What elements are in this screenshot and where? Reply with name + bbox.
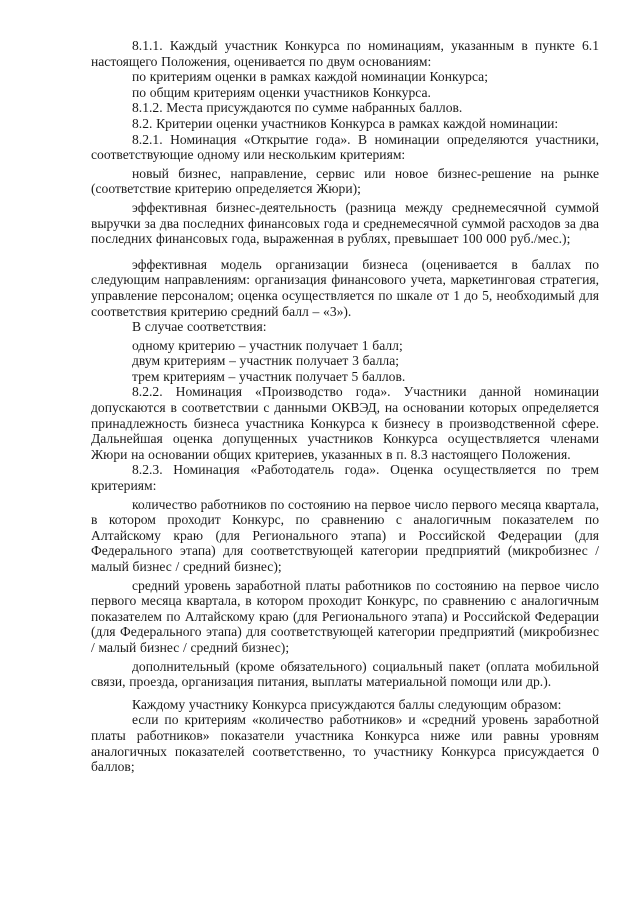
- paragraph-8-2-3: 8.2.3. Номинация «Работодатель года». Оценка осуществляется по трем критериям:: [91, 462, 599, 494]
- paragraph-8-1-2: 8.1.2. Места присуждаются по сумме набранных баллов.: [132, 100, 463, 116]
- effective-activity-criterion: эффективная бизнес-деятельность (разница между среднемесячной суммой выручки за два последних финансовых года и среднемесячной суммой расходов за два последних финансовых года, выраженная в рублях, превышает 100 000 руб./мес.);: [91, 199, 599, 247]
- new-business-criterion: новый бизнес, направление, сервис или новое бизнес-решение на рынке (соответствие критерию определяется Жюри);: [91, 165, 599, 197]
- document-body: [91, 38, 599, 775]
- paragraph-8-2-1: 8.2.1. Номинация «Открытие года». В номинации определяются участники, соответствующие одному или нескольким критериям:: [91, 131, 599, 163]
- paragraph-8-2-2: 8.2.2. Номинация «Производство года». Участники данной номинации допускаются в соответствии с данными ОКВЭД, на основании которых определяется принадлежность бизнеса участника Конкурса к бизнесу в производственной сфере. Дальнейшая оценка допущенных участников Конкурса осуществляется членами Жюри на основании общих критериев, указанных в п. 8.3 настоящего Положения.: [91, 384, 599, 462]
- scoring-intro: Каждому участнику Конкурса присуждаются баллы следующим образом:: [132, 696, 562, 712]
- employee-count-criterion: количество работников по состоянию на первое число первого месяца квартала, в котором проходит Конкурс, по сравнению с аналогичным показателем по Алтайскому краю (для Регионального этапа) и Российской Федерации (для Федерального этапа) для соответствующей категории предприятий (микробизнес / малый бизнес / средний бизнес);: [91, 496, 599, 574]
- compliance-intro: В случае соответствия:: [132, 319, 267, 335]
- two-criteria-score: двум критериям – участник получает 3 балла;: [132, 353, 400, 369]
- zero-points-rule: если по критериям «количество работников» и «средний уровень заработной платы работников» показатели участника Конкурса ниже или равны уровням аналогичных показателей соответственно, то участнику Конкурса присуждается 0 баллов;: [91, 712, 599, 775]
- general-criteria: по общим критериям оценки участников Конкурса.: [132, 84, 431, 100]
- paragraph-8-2: 8.2. Критерии оценки участников Конкурса в рамках каждой номинации:: [132, 115, 559, 131]
- paragraph-8-1-1: 8.1.1. Каждый участник Конкурса по номинациям, указанным в пункте 6.1 настоящего Положения, оценивается по двум основаниям:: [91, 38, 599, 69]
- average-salary-criterion: средний уровень заработной платы работников по состоянию на первое число первого месяца квартала, в котором проходит Конкурс, по сравнению с аналогичным показателем по Алтайскому краю (для Регионального этапа) и Российской Федерации (для Федерального этапа) для соответствующей категории предприятий (микробизнес / малый бизнес / средний бизнес);: [91, 577, 599, 655]
- three-criteria-score: трем критериям – участник получает 5 баллов.: [132, 368, 406, 384]
- criteria-in-nomination: по критериям оценки в рамках каждой номинации Конкурса;: [132, 69, 488, 85]
- effective-model-criterion: эффективная модель организации бизнеса (оценивается в баллах по следующим направлениям: организация финансового учета, маркетинговая стратегия, управление персоналом; оценка осуществляется по шкале от 1 до 5, необходимый для соответствия критерию средний балл – «3»).: [91, 256, 599, 319]
- one-criterion-score: одному критерию – участник получает 1 балл;: [132, 337, 403, 353]
- social-package-criterion: дополнительный (кроме обязательного) социальный пакет (оплата мобильной связи, проезда, организация питания, выплаты материальной помощи или др.).: [91, 658, 599, 690]
